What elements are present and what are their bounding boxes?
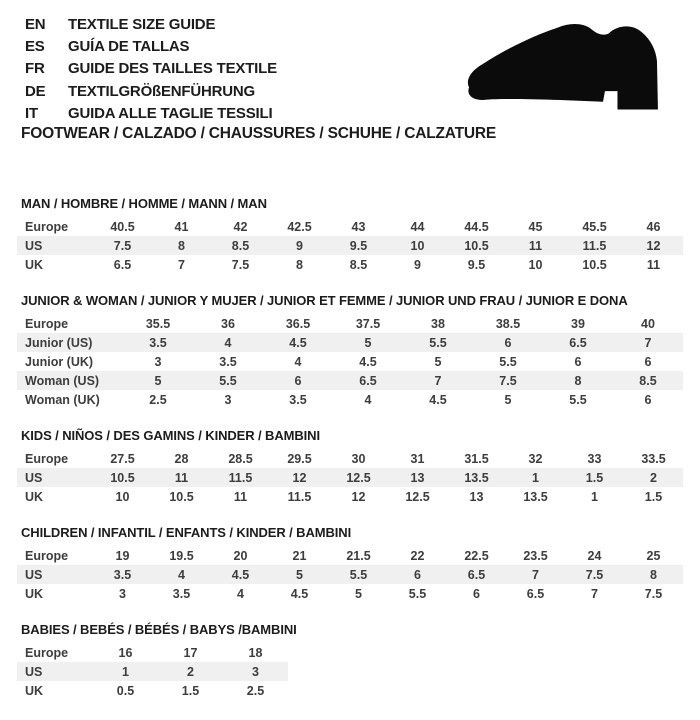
size-value: 4 [178, 567, 185, 582]
size-value: 19 [115, 548, 130, 563]
size-value: 3.5 [113, 567, 132, 582]
size-value: 42 [233, 219, 248, 234]
size-value: 8 [574, 373, 582, 388]
size-value: 40 [641, 316, 655, 331]
size-value: 13.5 [523, 489, 548, 504]
section-title: MAN / HOMBRE / HOMME / MANN / MAN [21, 196, 267, 211]
size-value: 8.5 [231, 238, 250, 253]
size-value: 6 [294, 373, 302, 388]
table-row [17, 643, 288, 662]
size-value: 38 [431, 316, 445, 331]
table-row [17, 371, 683, 390]
size-value: 5.5 [349, 567, 368, 582]
size-value: 45 [528, 219, 543, 234]
size-value: 39 [571, 316, 585, 331]
size-value: 4.5 [429, 392, 447, 407]
size-value: 10 [115, 489, 130, 504]
size-section [17, 526, 687, 603]
row-label: Junior (US) [25, 335, 93, 350]
language-title: TEXTILGRÖßENFÜHRUNG [68, 82, 256, 100]
row-label: UK [25, 586, 44, 601]
row-label: Junior (UK) [25, 354, 94, 369]
row-label: UK [25, 683, 44, 698]
size-value: 8.5 [349, 257, 368, 272]
size-value: 6 [414, 567, 421, 582]
size-value: 41 [174, 219, 189, 234]
size-section [17, 197, 687, 274]
size-value: 22 [410, 548, 425, 563]
table-row [17, 565, 683, 584]
size-table [17, 314, 683, 409]
size-value: 43 [351, 219, 366, 234]
table-row [17, 333, 683, 352]
size-value: 13 [410, 470, 425, 485]
size-value: 11.5 [287, 489, 312, 504]
size-value: 33.5 [641, 451, 666, 466]
size-value: 5 [296, 567, 303, 582]
size-value: 6.5 [359, 373, 377, 388]
section-title: JUNIOR & WOMAN / JUNIOR Y MUJER / JUNIOR ET FEMME / JUNIOR UND FRAU / JUNIOR E DONA [21, 293, 628, 308]
size-value: 3 [252, 664, 259, 679]
dress-shoe-icon [458, 16, 696, 122]
size-value: 6 [473, 586, 480, 601]
size-value: 4 [294, 354, 302, 369]
table-row [17, 468, 683, 487]
size-value: 6 [504, 335, 512, 350]
size-value: 6 [644, 354, 652, 369]
row-label: Woman (US) [25, 373, 100, 388]
table-row [17, 449, 683, 468]
size-value: 11.5 [228, 470, 253, 485]
size-value: 12 [646, 238, 661, 253]
row-label: Europe [25, 316, 69, 331]
size-value: 35.5 [145, 316, 171, 331]
size-value: 6.5 [113, 257, 132, 272]
size-value: 3.5 [172, 586, 191, 601]
size-value: 36.5 [285, 316, 311, 331]
size-value: 8 [296, 257, 303, 272]
size-value: 4.5 [231, 567, 250, 582]
table-row [17, 584, 683, 603]
size-value: 11 [646, 257, 661, 272]
size-value: 2 [187, 664, 194, 679]
size-value: 7 [644, 335, 652, 350]
size-value: 12 [351, 489, 366, 504]
size-value: 5 [504, 392, 512, 407]
size-value: 9 [414, 257, 421, 272]
row-label: Europe [25, 451, 69, 466]
size-value: 16 [118, 645, 133, 660]
table-row [17, 487, 683, 506]
size-value: 21.5 [346, 548, 371, 563]
size-value: 6.5 [569, 335, 587, 350]
row-label: UK [25, 489, 44, 504]
table-row [17, 236, 683, 255]
size-value: 2 [650, 470, 657, 485]
size-value: 45.5 [582, 219, 607, 234]
size-value: 8 [178, 238, 185, 253]
category-title: FOOTWEAR / CALZADO / CHAUSSURES / SCHUHE / CALZATURE [21, 125, 496, 142]
size-value: 4.5 [290, 586, 309, 601]
size-value: 13 [469, 489, 484, 504]
size-value: 7.5 [231, 257, 250, 272]
size-value: 10 [410, 238, 425, 253]
size-table [17, 546, 683, 603]
language-title: GUIDE DES TAILLES TEXTILE [68, 60, 277, 78]
size-value: 4 [224, 335, 232, 350]
table-row [17, 546, 683, 565]
size-section [17, 294, 687, 409]
size-value: 1.5 [644, 489, 663, 504]
size-value: 28.5 [228, 451, 253, 466]
size-table [17, 449, 683, 506]
size-value: 5 [154, 373, 162, 388]
language-row [25, 103, 277, 125]
size-section [17, 429, 687, 506]
table-row [17, 662, 288, 681]
size-value: 7 [591, 586, 598, 601]
size-value: 22.5 [464, 548, 489, 563]
size-value: 29.5 [287, 451, 312, 466]
size-value: 7.5 [113, 238, 132, 253]
size-value: 44.5 [464, 219, 489, 234]
size-value: 6.5 [526, 586, 545, 601]
size-value: 10.5 [582, 257, 607, 272]
table-row [17, 390, 683, 409]
size-value: 7.5 [499, 373, 517, 388]
size-value: 5.5 [569, 392, 587, 407]
size-table [17, 643, 288, 700]
size-value: 5.5 [219, 373, 237, 388]
size-value: 8 [650, 567, 657, 582]
size-value: 33 [587, 451, 602, 466]
table-row [17, 681, 288, 700]
size-value: 1 [532, 470, 539, 485]
size-value: 3 [224, 392, 232, 407]
size-value: 3.5 [149, 335, 167, 350]
size-value: 28 [174, 451, 189, 466]
size-value: 32 [528, 451, 543, 466]
language-code: FR [25, 60, 45, 78]
size-value: 11.5 [582, 238, 607, 253]
language-title: GUÍA DE TALLAS [68, 38, 190, 56]
language-row [25, 13, 277, 35]
language-code: ES [25, 38, 45, 56]
size-value: 1.5 [585, 470, 604, 485]
size-value: 38.5 [495, 316, 521, 331]
language-row [25, 35, 277, 57]
row-label: UK [25, 257, 44, 272]
size-value: 18 [248, 645, 263, 660]
size-value: 7.5 [585, 567, 604, 582]
row-label: Europe [25, 219, 69, 234]
size-value: 3 [154, 354, 162, 369]
row-label: Woman (UK) [25, 392, 100, 407]
size-value: 10.5 [464, 238, 489, 253]
size-value: 7 [434, 373, 442, 388]
size-value: 12.5 [405, 489, 430, 504]
size-value: 12.5 [346, 470, 371, 485]
table-row [17, 352, 683, 371]
size-value: 7 [178, 257, 185, 272]
size-table [17, 217, 683, 274]
size-value: 6 [644, 392, 652, 407]
row-label: Europe [25, 645, 69, 660]
size-value: 10.5 [110, 470, 135, 485]
size-value: 3.5 [219, 354, 237, 369]
language-title: TEXTILE SIZE GUIDE [68, 15, 216, 33]
size-value: 46 [646, 219, 661, 234]
size-value: 9 [296, 238, 303, 253]
size-value: 13.5 [464, 470, 489, 485]
table-row [17, 255, 683, 274]
size-value: 9.5 [467, 257, 486, 272]
language-code: DE [25, 82, 46, 100]
size-value: 8.5 [639, 373, 657, 388]
size-value: 12 [292, 470, 307, 485]
size-value: 1 [591, 489, 598, 504]
section-title: BABIES / BEBÉS / BÉBÉS / BABYS /BAMBINI [21, 622, 297, 637]
size-value: 23.5 [523, 548, 548, 563]
size-value: 19.5 [169, 548, 194, 563]
size-value: 4 [237, 586, 244, 601]
row-label: US [25, 567, 43, 582]
size-value: 7 [532, 567, 539, 582]
size-value: 2.5 [149, 392, 167, 407]
size-value: 3 [119, 586, 126, 601]
size-value: 5 [364, 335, 372, 350]
size-value: 27.5 [110, 451, 135, 466]
size-value: 40.5 [110, 219, 135, 234]
language-row [25, 80, 277, 102]
size-value: 5 [434, 354, 442, 369]
section-title: KIDS / NIÑOS / DES GAMINS / KINDER / BAMBINI [21, 428, 320, 443]
row-label: US [25, 238, 43, 253]
size-value: 7.5 [644, 586, 663, 601]
size-value: 11 [174, 470, 189, 485]
section-title: CHILDREN / INFANTIL / ENFANTS / KINDER / BAMBINI [21, 525, 352, 540]
size-value: 3.5 [289, 392, 307, 407]
size-value: 42.5 [287, 219, 312, 234]
size-value: 4.5 [359, 354, 377, 369]
language-title: GUIDA ALLE TAGLIE TESSILI [68, 105, 273, 123]
size-value: 5.5 [429, 335, 447, 350]
size-value: 4 [364, 392, 372, 407]
size-value: 6.5 [467, 567, 486, 582]
size-value: 25 [646, 548, 661, 563]
size-value: 2.5 [246, 683, 265, 698]
size-value: 4.5 [289, 335, 307, 350]
size-value: 0.5 [116, 683, 135, 698]
size-value: 5 [355, 586, 362, 601]
size-value: 20 [233, 548, 248, 563]
language-list [25, 13, 277, 125]
table-row [17, 314, 683, 333]
size-value: 37.5 [355, 316, 381, 331]
size-value: 5.5 [499, 354, 517, 369]
language-code: EN [25, 15, 46, 33]
size-value: 31 [410, 451, 425, 466]
size-section [17, 623, 687, 700]
size-value: 5.5 [408, 586, 427, 601]
size-value: 11 [233, 489, 248, 504]
size-value: 10 [528, 257, 543, 272]
size-value: 10.5 [169, 489, 194, 504]
size-value: 6 [574, 354, 582, 369]
size-value: 1 [122, 664, 129, 679]
size-value: 11 [528, 238, 543, 253]
size-value: 44 [410, 219, 425, 234]
size-tables [17, 197, 687, 720]
row-label: US [25, 470, 43, 485]
size-value: 1.5 [181, 683, 200, 698]
size-value: 30 [351, 451, 366, 466]
row-label: US [25, 664, 43, 679]
table-row [17, 217, 683, 236]
size-value: 36 [221, 316, 235, 331]
language-code: IT [25, 105, 38, 123]
size-value: 21 [292, 548, 307, 563]
size-value: 31.5 [464, 451, 489, 466]
size-value: 17 [183, 645, 198, 660]
row-label: Europe [25, 548, 69, 563]
size-value: 24 [587, 548, 602, 563]
dress-shoe-silhouette-svg [458, 16, 696, 122]
size-value: 9.5 [349, 238, 368, 253]
language-row [25, 58, 277, 80]
